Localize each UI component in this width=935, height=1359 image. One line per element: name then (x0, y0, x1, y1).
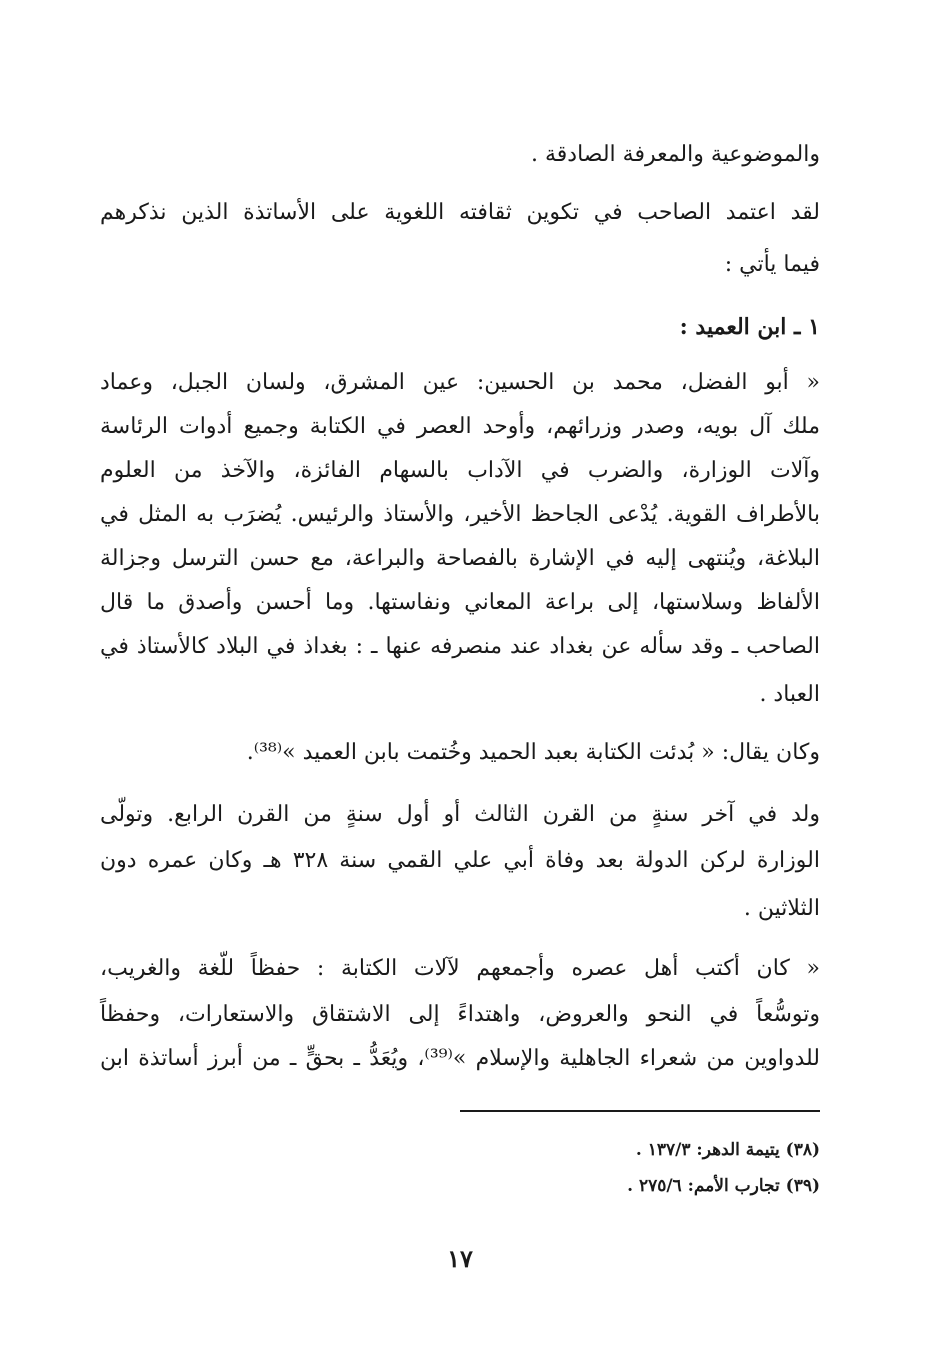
quote-line: بالأطراف القوية. يُدْعى الجاحظ الأخير، والأستاذ والرئيس. يُضرَب به المثل في (100, 502, 820, 527)
quote-line: الصاحب ـ وقد سأله عن بغداد عند منصرفه عنها ـ : بغداذ في البلاد كالأستاذ في (100, 634, 820, 659)
quote-line: الألفاظ وسلاستها، إلى براعة المعاني ونفاستها. وما أحسن وأصدق ما قال (100, 590, 820, 615)
section-heading: ١ ـ ابن العميد : (679, 314, 820, 340)
paragraph-line: وكان يقال: « بُدئت الكتابة بعبد الحميد وخُتمت بابن العميد »⁽³⁸⁾. (246, 740, 820, 765)
paragraph-line: ولد في آخر سنةٍ من القرن الثالث أو أول سنةٍ من القرن الرابع. وتولّى (100, 802, 820, 827)
footnote-38: (٣٨) يتيمة الدهر: ١٣٧/٣ . (635, 1140, 820, 1160)
quote-line: ملك آل بويه، وصدر وزرائهم، وأوحد العصر في الكتابة وجميع أدوات الرئاسة (100, 414, 820, 439)
book-page (100, 0, 820, 1359)
quote-line: العباد . (759, 682, 820, 707)
page-number: ١٧ (447, 1244, 473, 1273)
quote-line: البلاغة، ويُنتهى إليه في الإشارة بالفصاحة والبراعة، مع حسن الترسل وجزالة (100, 546, 820, 571)
quote-line: وآلات الوزارة، والضرب في الآداب بالسهام الفائزة، والآخذ من العلوم (100, 458, 820, 483)
quote-line: وتوسُّعاً في النحو والعروض، واهتداءً إلى الاشتقاق والاستعارات، وحفظاً (100, 1002, 820, 1027)
paragraph-line: الوزارة لركن الدولة بعد وفاة أبي علي القمي سنة ٣٢٨ هـ وكان عمره دون (100, 848, 820, 873)
quote-line: « أبو الفضل، محمد بن الحسين: عين المشرق، ولسان الجبل، وعماد (100, 370, 820, 395)
paragraph-line: الثلاثين . (743, 896, 820, 921)
paragraph-line: لقد اعتمد الصاحب في تكوين ثقافته اللغوية على الأساتذة الذين نذكرهم (100, 200, 820, 225)
footnote-39: (٣٩) تجارب الأمم: ٢٧٥/٦ . (627, 1176, 820, 1196)
paragraph-line: فيما يأتي : (724, 252, 820, 277)
footnote-divider (460, 1110, 820, 1112)
quote-line: « كان أكتب أهل عصره وأجمعهم لآلات الكتابة : حفظاً للّغة والغريب، (100, 956, 820, 981)
quote-line: للدواوين من شعراء الجاهلية والإسلام »⁽³⁹⁾، ويُعَدُّ ـ بحقٍّ ـ من أبرز أساتذة ابن (100, 1046, 820, 1071)
paragraph-line: والموضوعية والمعرفة الصادقة . (530, 142, 820, 167)
